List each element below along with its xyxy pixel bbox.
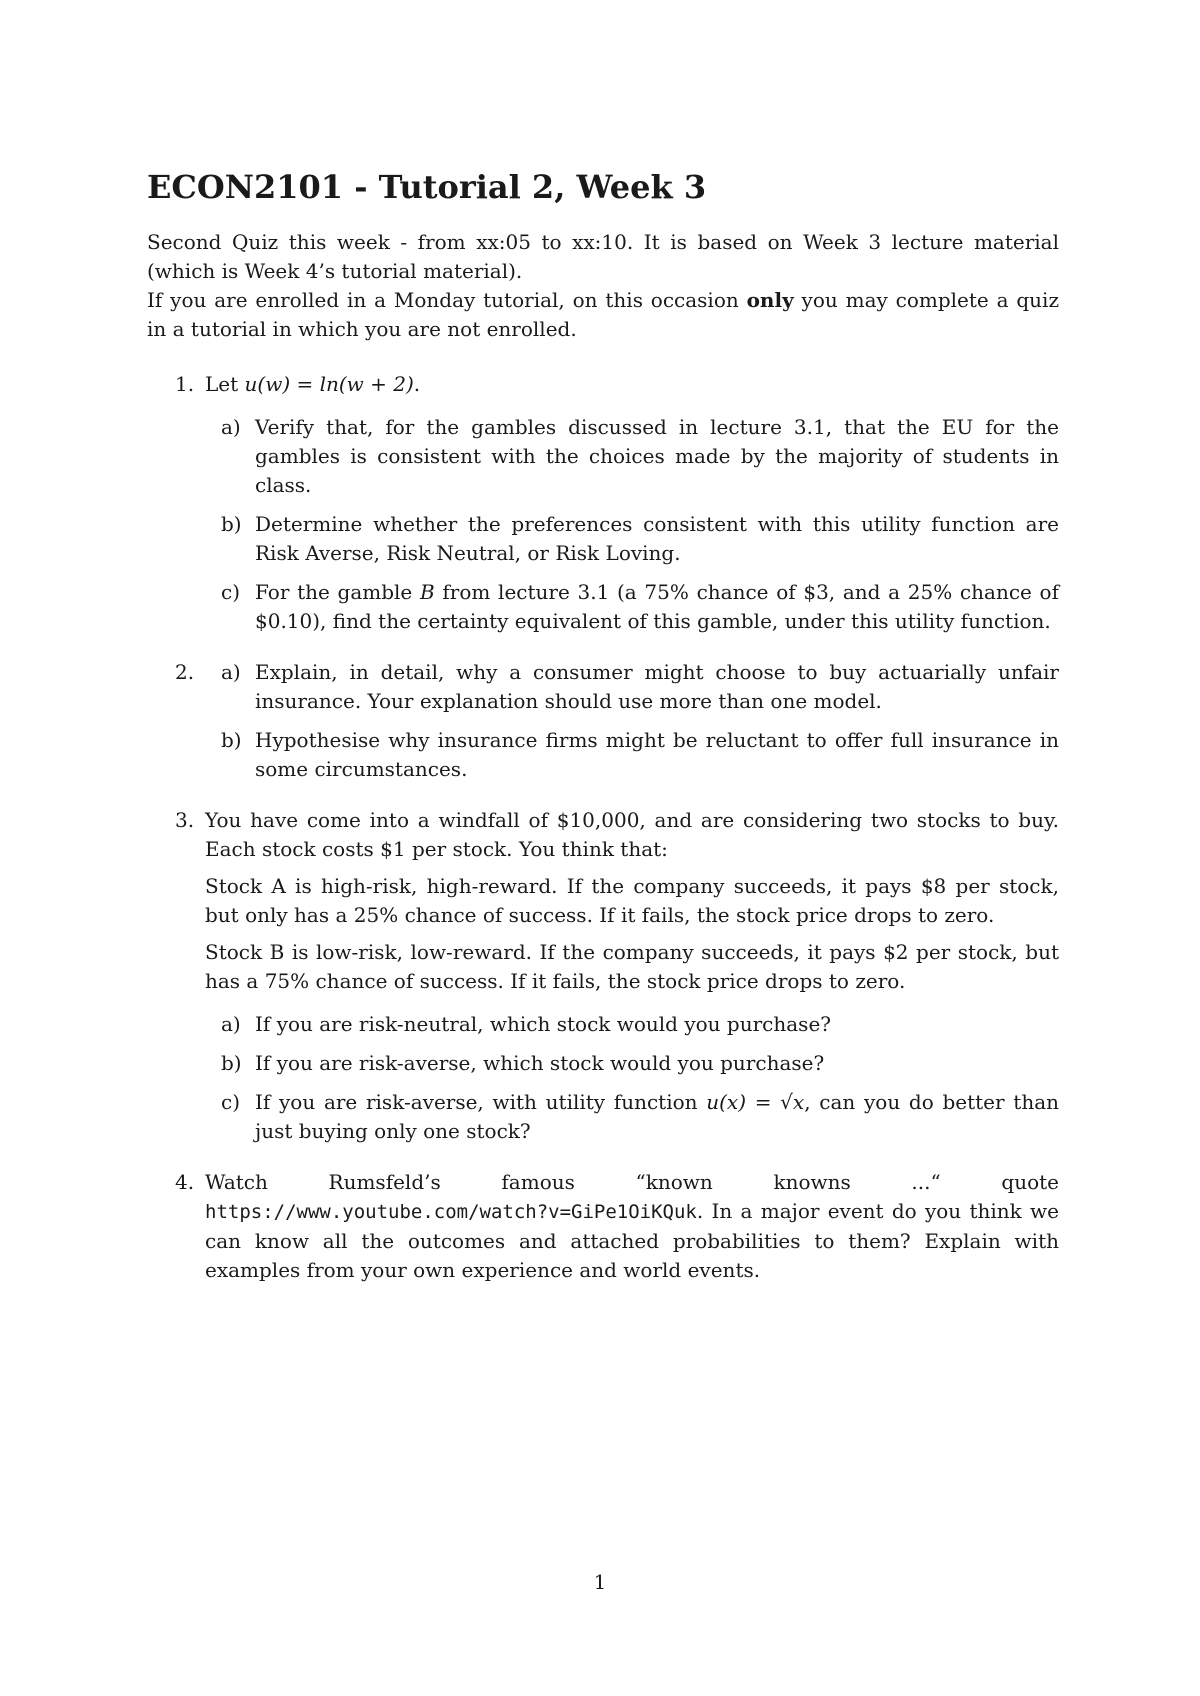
q4-text-pre: Watch Rumsfeld’s famous “known knowns ...“ quote (205, 1170, 1059, 1194)
part-text: Verify that, for the gambles discussed in lecture 3.1, that the EU for the gambles is consistent with the choices made by the majority of students in class. (255, 415, 1059, 497)
page-title: ECON2101 - Tutorial 2, Week 3 (147, 168, 707, 206)
question-number: 1. (175, 372, 195, 396)
question-number: 3. (175, 808, 195, 832)
question-3a (205, 1010, 1059, 1039)
part-text: Hypothesise why insurance firms might be reluctant to offer full insurance in some circumstances. (255, 728, 1059, 781)
q1-stem-pre: Let (205, 372, 245, 396)
part-text: If you are risk-neutral, which stock would you purchase? (255, 1012, 831, 1036)
part-label: a) (221, 1012, 241, 1036)
part-label: b) (221, 1051, 242, 1075)
question-2 (147, 658, 1059, 784)
part-label: c) (221, 1090, 241, 1114)
question-1a (205, 413, 1059, 500)
question-4 (147, 1168, 1059, 1285)
part-label: b) (221, 728, 242, 752)
question-1b (205, 510, 1059, 568)
question-2a (205, 658, 1059, 716)
question-2b (205, 726, 1059, 784)
q4-text-post: . In a major event do you think we can know all the outcomes and attached probabilities to them? Explain with examples from your own experience and world events. (205, 1199, 1059, 1282)
part-label: c) (221, 580, 241, 604)
intro-enrolment-post: you may complete a quiz in a tutorial in which you are not enrolled. (147, 288, 1059, 341)
intro-enrolment-note (147, 286, 1059, 344)
part-math: u(x) = √x (706, 1090, 805, 1114)
intro-quiz-note: Second Quiz this week - from xx:05 to xx:10. It is based on Week 3 lecture material (which is Week 4’s tutorial material). (147, 230, 1059, 283)
question-number: 2. (175, 660, 195, 684)
part-label: a) (221, 415, 241, 439)
part-label: a) (221, 660, 241, 684)
part-math: B (419, 580, 435, 604)
question-3b (205, 1049, 1059, 1078)
question-4-text (205, 1168, 1059, 1285)
question-1 (147, 370, 1059, 636)
part-text: If you are risk-averse, which stock would you purchase? (255, 1051, 825, 1075)
document-body (147, 168, 1059, 1307)
part-label: b) (221, 512, 242, 536)
part-text-post: , can you do better than just buying only one stock? (255, 1090, 1060, 1143)
q1-stem-math: u(w) = ln(w + 2) (244, 372, 414, 396)
question-3-stock-b: Stock B is low-risk, low-reward. If the company succeeds, it pays $2 per stock, but has a 75% chance of success. If it fails, the stock price drops to zero. (205, 940, 1059, 993)
part-text: Determine whether the preferences consistent with this utility function are Risk Averse, Risk Neutral, or Risk Loving. (255, 512, 1059, 565)
question-1c (205, 578, 1059, 636)
q1-stem-post: . (413, 372, 421, 396)
part-text-pre: For the gamble (255, 580, 420, 604)
part-text-pre: If you are risk-averse, with utility function (255, 1090, 707, 1114)
question-1-parts (205, 413, 1059, 636)
question-3-parts (205, 1010, 1059, 1146)
part-text: Explain, in detail, why a consumer might choose to buy actuarially unfair insurance. Your explanation should use more than one model. (255, 660, 1059, 713)
question-3 (147, 806, 1059, 1146)
part-text-post: from lecture 3.1 (a 75% chance of $3, and a 25% chance of $0.10), find the certainty equivalent of this gamble, under this utility function. (255, 580, 1060, 633)
question-number: 4. (175, 1170, 195, 1194)
question-3-stock-a: Stock A is high-risk, high-reward. If the company succeeds, it pays $8 per stock, but only has a 25% chance of success. If it fails, the stock price drops to zero. (205, 874, 1059, 927)
question-list (147, 370, 1059, 1285)
intro-enrolment-bold: only (746, 288, 794, 312)
question-3c (205, 1088, 1059, 1146)
question-3-stem: You have come into a windfall of $10,000, and are considering two stocks to buy. Each stock costs $1 per stock. You think that: (205, 808, 1059, 861)
page-number: 1 (593, 1570, 607, 1594)
question-1-stem (205, 370, 1059, 399)
intro-enrolment-pre: If you are enrolled in a Monday tutorial, on this occasion (147, 288, 747, 312)
youtube-link[interactable]: https://www.youtube.com/watch?v=GiPe1OiKQuk (205, 1201, 697, 1223)
question-2-parts (205, 658, 1059, 784)
